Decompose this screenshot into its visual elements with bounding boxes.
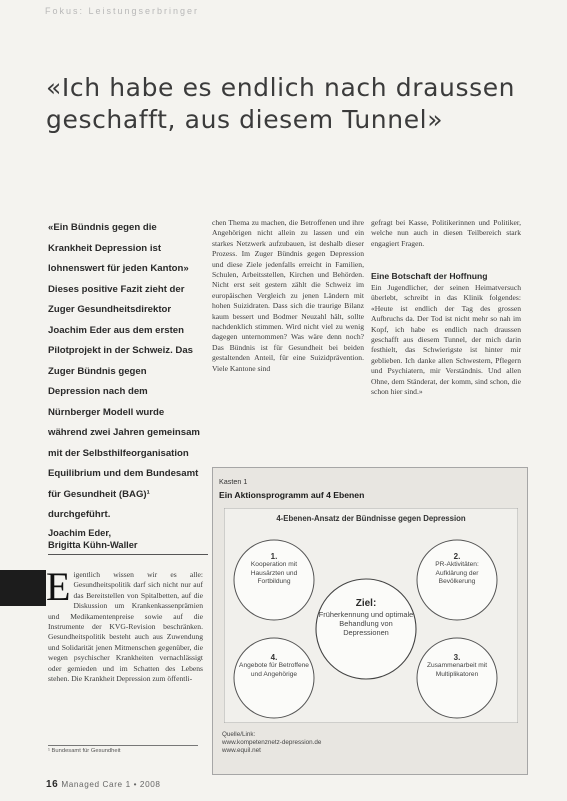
- body-column-1-text: igentlich wissen wir es alle: Gesundheitspolitik darf sich nicht nur auf das Bereitstellen von Spitalbetten, auf die Diskussion um Krankenkassenprämien und Medikamentenpreise sowie auf die Instrumente der KVG-Revision beschränken. Gesundheitspolitik besteht auch aus Zuwendung und Solidarität jenen Mitmenschen gegenüber, die wegen psychischer Krankheiten vernachlässigt oder gemieden und im Schatten des Lebens stehen. Die Krankheit Depression zum öffentli-: [48, 570, 203, 684]
- circle-1-text: Kooperation mit Hausärzten und Fortbildung: [250, 561, 298, 586]
- article-authors: [48, 527, 208, 555]
- circle-2-text: PR-Aktivitäten: Aufklärung der Bevölkerung: [435, 561, 479, 586]
- page-number: 16: [46, 779, 59, 790]
- goal-label: [318, 598, 414, 637]
- circle-2-number: 2.: [453, 552, 461, 561]
- circle-3-text: Zusammenarbeit mit Multiplikatoren: [426, 662, 488, 678]
- diagram-title: 4-Ebenen-Ansatz der Bündnisse gegen Depression: [276, 514, 466, 523]
- circle-3-label: [419, 654, 495, 679]
- circle-4-label: [236, 654, 312, 679]
- body-column-3-top: gefragt bei Kasse, Politikerinnen und Politiker, welche nun auch in diesen Teilbereich stark engagiert Fragen.: [371, 218, 521, 248]
- circle-1-number: 1.: [270, 552, 278, 561]
- box-label: Kasten 1: [219, 477, 248, 486]
- box-sources: [222, 731, 512, 755]
- box-title: Ein Aktionsprogramm auf 4 Ebenen: [219, 490, 365, 500]
- decorative-tab: [0, 570, 46, 606]
- sources-label: Quelle/Link:: [222, 731, 256, 738]
- goal-text: Früherkennung und optimale Behandlung von Depressionen: [318, 610, 414, 637]
- body-column-3: Ein Jugendlicher, der seinen Heimatversuch überlebt, schreibt in das Klinik folgendes: «Heute ist endlich der Tag des grossen Aufbruchs da. Der Tod ist nicht mehr so nah im Kopf, ich habe es endlich nach draussen geschafft aus diesem Tunnel, der mich darin festhielt, das Schwierigste ist hinter mir geblieben. Ich danke allen Schwestern, Pflegern und Psychiatern, mir Verständnis. Und allen Ohne, dem Ständerat, der komm, sind schon, die schon hier sind.»: [371, 283, 521, 397]
- section-subheading: Eine Botschaft der Hoffnung: [371, 271, 488, 281]
- author-2: Brigitta Kühn-Waller: [48, 540, 138, 550]
- journal-name: Managed Care 1 • 2008: [61, 780, 161, 789]
- body-column-1: [46, 564, 203, 684]
- circle-3-number: 3.: [453, 653, 461, 662]
- circle-2-label: [419, 553, 495, 587]
- circle-4-number: 4.: [270, 653, 278, 662]
- source-link-2[interactable]: www.equil.net: [222, 747, 261, 754]
- section-kicker: Fokus: Leistungserbringer: [45, 6, 200, 16]
- source-link-1[interactable]: www.kompetenznetz-depression.de: [222, 739, 322, 746]
- dropcap: E: [46, 564, 71, 609]
- page-footer: [46, 779, 161, 790]
- author-1: Joachim Eder,: [48, 528, 112, 538]
- article-lead: «Ein Bündnis gegen die Krankheit Depression ist lohnenswert für jeden Kanton» Dieses positive Fazit zieht der Zuger Gesundheitsdirektor Joachim Eder aus dem ersten Pilotprojekt in der Schweiz. Das Zuger Bündnis gegen Depression nach dem Nürnberger Modell wurde während zwei Jahren gemeinsam mit der Selbsthilfeorganisation Equilibrium und dem Bundesamt für Gesundheit (BAG)¹ durchgeführt.: [48, 222, 200, 520]
- circle-1-label: [236, 553, 312, 587]
- article-headline: «Ich habe es endlich nach draussen geschafft, aus diesem Tunnel»: [46, 73, 516, 134]
- body-column-2: chen Thema zu machen, die Betroffenen und ihre Angehörigen nicht allein zu lassen und ein starkes Netzwerk aufzubauen, ist deshalb dieser Prozess. Im Zuger Bündnis gegen Depression und diese Ziele jedenfalls erreicht in Familien, Schulen, Arbeitsstellen, Kirchen und Behörden. Nicht erst seit gestern zählt die Schweiz im europäischen Vergleich zu jenen Ländern mit hohen Suizidraten. Dass sich die traurige Bilanz kaum bessert und Bodmer Neuzahl hält, sollte nachdenklich stimmen. Wird nicht viel zu wenig dagegen unternommen? Was wäre denn noch? Das Bündnis ist für Gesundheit bei beiden gestaltenden Anteil, für eine Suizidprävention. Viele Kantone sind: [212, 218, 364, 373]
- goal-heading: Ziel:: [355, 598, 377, 609]
- footnote: ¹ Bundesamt für Gesundheit: [48, 745, 198, 754]
- circle-4-text: Angebote für Betroffene und Angehörige: [239, 662, 309, 678]
